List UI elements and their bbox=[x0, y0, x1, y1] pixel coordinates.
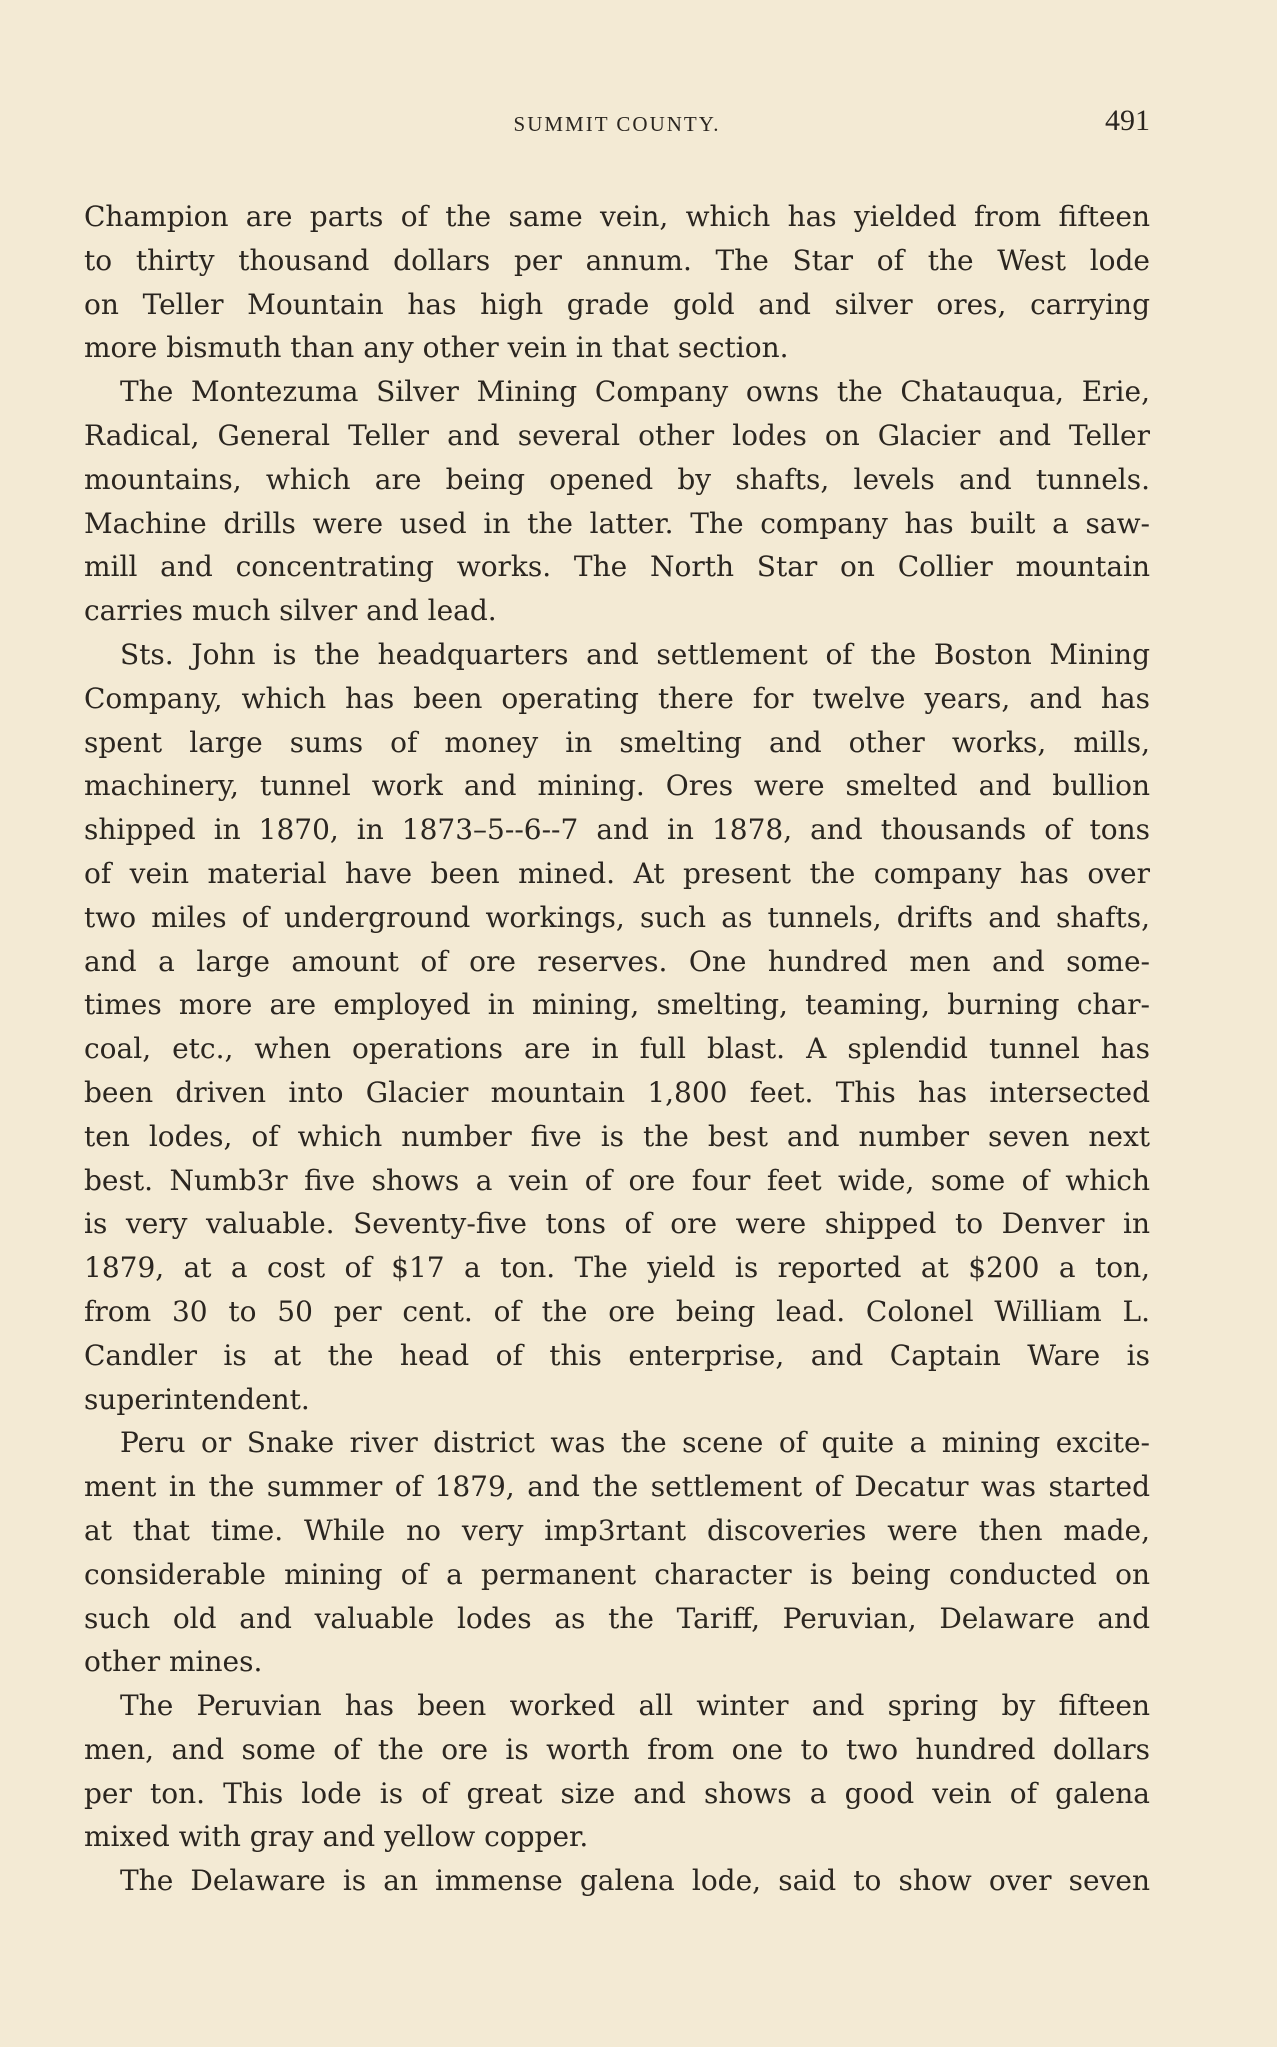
page-header bbox=[84, 104, 1150, 144]
text-line: times more are employed in mining, smelting, teaming, burning char- bbox=[84, 988, 1150, 1022]
text-line: best. Numb3r five shows a vein of ore four feet wide, some of which bbox=[84, 1163, 1150, 1197]
text-line: 1879, at a cost of $17 a ton. The yield is reported at $200 a ton, bbox=[84, 1251, 1150, 1285]
text-line: from 30 to 50 per cent. of the ore being lead. Colonel William L. bbox=[84, 1294, 1150, 1328]
text-line: more bismuth than any other vein in that section. bbox=[84, 331, 789, 365]
text-line: mill and concentrating works. The North Star on Collier mountain bbox=[84, 550, 1150, 584]
running-head: SUMMIT COUNTY. bbox=[513, 112, 721, 136]
text-line: The Peruvian has been worked all winter and spring by fifteen bbox=[120, 1689, 1150, 1723]
text-line: mountains, which are being opened by shafts, levels and tunnels. bbox=[84, 462, 1150, 496]
text-line: per ton. This lode is of great size and shows a good vein of galena bbox=[84, 1776, 1150, 1810]
text-body bbox=[84, 195, 1150, 1903]
text-line: Champion are parts of the same vein, which has yielded from fifteen bbox=[84, 200, 1150, 233]
text-line: is very valuable. Seventy-five tons of ore were shipped to Denver in bbox=[84, 1207, 1150, 1241]
text-line: Candler is at the head of this enterprise, and Captain Ware is bbox=[84, 1338, 1150, 1372]
text-line: machinery, tunnel work and mining. Ores were smelted and bullion bbox=[84, 769, 1150, 803]
text-line: been driven into Glacier mountain 1,800 feet. This has intersected bbox=[84, 1075, 1150, 1109]
text-line: ment in the summer of 1879, and the settlement of Decatur was started bbox=[84, 1470, 1150, 1504]
text-line: shipped in 1870, in 1873–5--6--7 and in 1878, and thousands of tons bbox=[84, 813, 1150, 847]
text-line: other mines. bbox=[84, 1645, 263, 1679]
text-line: spent large sums of money in smelting and other works, mills, bbox=[84, 725, 1150, 759]
text-line: Sts. John is the headquarters and settlement of the Boston Mining bbox=[120, 637, 1150, 671]
text-line: The Delaware is an immense galena lode, said to show over seven bbox=[120, 1864, 1150, 1898]
text-line: The Montezuma Silver Mining Company owns the Chatauqua, Erie, bbox=[120, 375, 1150, 409]
text-line: considerable mining of a permanent character is being conducted on bbox=[84, 1557, 1150, 1591]
page-number: 491 bbox=[1105, 104, 1150, 137]
text-line: mixed with gray and yellow copper. bbox=[84, 1820, 589, 1854]
text-line: carries much silver and lead. bbox=[84, 594, 497, 628]
text-line: at that time. While no very imp3rtant discoveries were then made, bbox=[84, 1513, 1150, 1547]
text-line: men, and some of the ore is worth from one to two hundred dollars bbox=[84, 1732, 1150, 1766]
text-line: of vein material have been mined. At present the company has over bbox=[84, 856, 1150, 890]
text-line: on Teller Mountain has high grade gold and silver ores, carrying bbox=[84, 287, 1150, 321]
text-line: superintendent. bbox=[84, 1382, 310, 1416]
text-line: ten lodes, of which number five is the best and number seven next bbox=[84, 1119, 1150, 1153]
text-line: Machine drills were used in the latter. The company has built a saw- bbox=[84, 506, 1150, 540]
text-line: to thirty thousand dollars per annum. The Star of the West lode bbox=[84, 243, 1150, 277]
text-line: Company, which has been operating there for twelve years, and has bbox=[84, 681, 1150, 715]
text-line: Radical, General Teller and several other lodes on Glacier and Teller bbox=[84, 418, 1150, 452]
text-line: coal, etc., when operations are in full blast. A splendid tunnel has bbox=[84, 1032, 1150, 1066]
text-line: two miles of underground workings, such as tunnels, drifts and shafts, bbox=[84, 900, 1150, 934]
text-line: and a large amount of ore reserves. One hundred men and some- bbox=[84, 944, 1150, 978]
text-line: such old and valuable lodes as the Tariff, Peruvian, Delaware and bbox=[84, 1601, 1150, 1635]
text-line: Peru or Snake river district was the scene of quite a mining excite- bbox=[120, 1426, 1150, 1460]
